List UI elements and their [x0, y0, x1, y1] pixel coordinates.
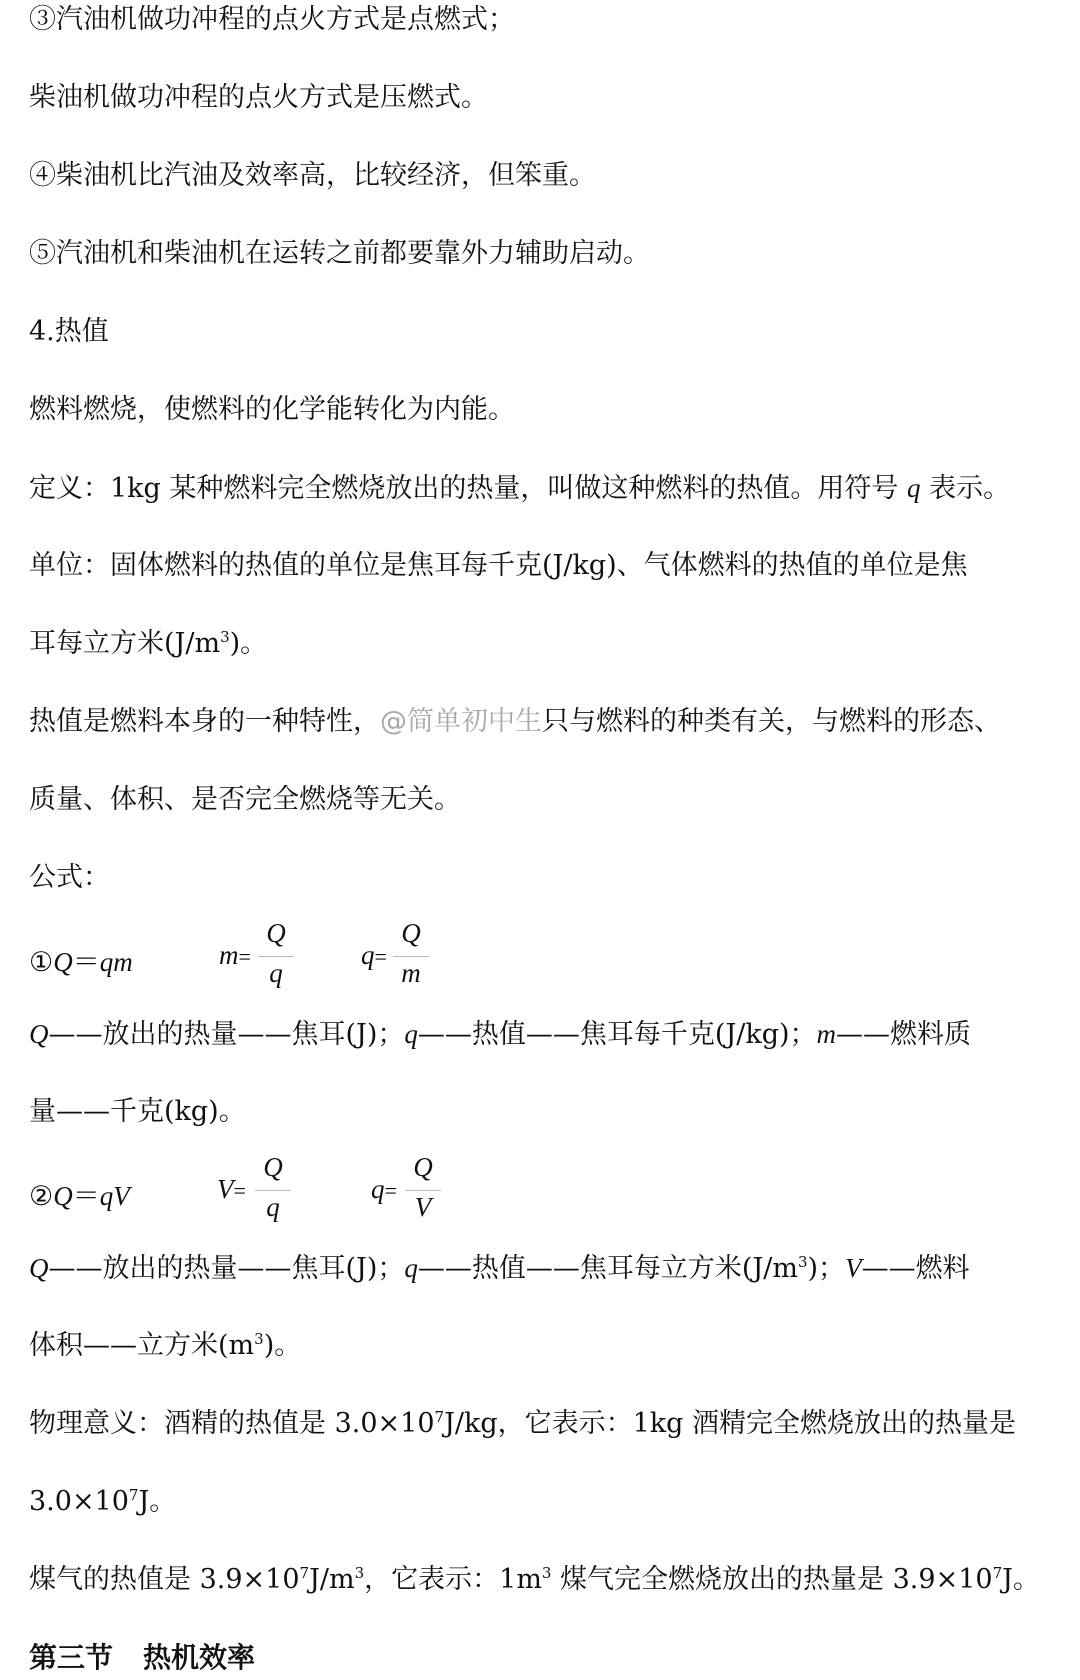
formula-row-2: [29, 1152, 1060, 1232]
var: m: [219, 940, 239, 970]
text: ，它表示：1m: [364, 1564, 542, 1595]
text: ——热值——焦耳每千克(J/kg)；: [417, 1019, 817, 1050]
text: )。: [229, 628, 268, 659]
text: 物理意义：酒精的热值是 3.0×10: [29, 1408, 435, 1439]
text: )。: [263, 1330, 302, 1361]
superscript: 7: [299, 1564, 310, 1582]
var-q: q: [404, 1019, 418, 1049]
text-line: ⑤汽油机和柴油机在运转之前都要靠外力辅助启动。: [29, 238, 650, 269]
formula-main: [29, 1174, 130, 1213]
formula-desc-1-cont: 量——千克(kg)。: [29, 1096, 246, 1127]
text: )；: [807, 1253, 846, 1284]
formula-label: 公式：: [29, 862, 110, 893]
property-line: [29, 704, 1060, 740]
equals: ＝: [72, 1181, 100, 1211]
fraction-bar: [258, 956, 294, 957]
superscript: 7: [434, 1408, 445, 1426]
text: J/m: [309, 1564, 355, 1595]
unit-line-cont: [29, 626, 1060, 662]
var: q: [371, 1174, 385, 1204]
denominator: V: [414, 1192, 432, 1222]
text: J/kg，它表示：1kg 酒精完全燃烧放出的热量是: [444, 1408, 1017, 1439]
text: 煤气完全燃烧放出的热量是 3.9×10: [551, 1564, 993, 1595]
definition-line: [29, 470, 1060, 507]
denominator: m: [401, 958, 421, 988]
var-qm: qm: [99, 947, 133, 977]
gas-heat-line: [29, 1562, 1060, 1598]
text: ——热值——焦耳每立方米(J/m: [417, 1253, 798, 1284]
text: 定义：1kg 某种燃料完全燃烧放出的热量，叫做这种燃料的热值。用符号: [29, 473, 907, 504]
var-Q: Q: [29, 1253, 49, 1283]
text: 热值是燃料本身的一种特性，: [29, 706, 380, 737]
watermark: @简单初中生: [380, 706, 542, 737]
circle-number: ②: [29, 1181, 54, 1211]
superscript: 3: [354, 1564, 365, 1582]
var: q: [361, 940, 375, 970]
fraction-lhs: [217, 1174, 246, 1205]
superscript: 3: [541, 1564, 552, 1582]
equals: =: [233, 1178, 246, 1203]
var: V: [217, 1174, 234, 1204]
equals: ＝: [72, 947, 100, 977]
equals: =: [238, 944, 251, 969]
formula-desc-2-cont: [29, 1328, 1060, 1364]
text: 体积——立方米(m: [29, 1330, 255, 1361]
section-number: 第三节: [29, 1641, 114, 1674]
superscript: 7: [992, 1564, 1003, 1582]
fraction-lhs: [371, 1174, 397, 1205]
text: J。: [1002, 1564, 1040, 1595]
text-line: ③汽油机做功冲程的点火方式是点燃式；: [29, 4, 515, 35]
var-m: m: [816, 1019, 837, 1049]
var-Q: Q: [29, 1019, 49, 1049]
text: J。: [138, 1486, 177, 1517]
var-Q: Q: [53, 1181, 73, 1211]
numerator: Q: [263, 1152, 283, 1182]
var-qV: qV: [99, 1181, 130, 1211]
circle-number: ①: [29, 947, 54, 977]
fraction-bar: [405, 1190, 441, 1191]
symbol-q: q: [907, 473, 921, 503]
text: ——燃料: [861, 1253, 970, 1284]
superscript: 7: [128, 1486, 139, 1504]
section-title: [29, 1640, 1060, 1676]
formula-row-1: [29, 918, 1060, 998]
var-q: q: [404, 1253, 418, 1283]
text: 3.0×10: [29, 1486, 129, 1517]
unit-line: 单位：固体燃料的热值的单位是焦耳每千克(J/kg)、气体燃料的热值的单位是焦: [29, 550, 968, 581]
text: 耳每立方米(J/m: [29, 628, 221, 659]
superscript: 3: [797, 1253, 808, 1271]
formula-main: [29, 940, 133, 979]
formula-desc-1: [29, 1016, 1060, 1053]
text-line: 柴油机做功冲程的点火方式是压燃式。: [29, 82, 488, 113]
superscript: 3: [254, 1330, 264, 1348]
text-line: ④柴油机比汽油及效率高，比较经济，但笨重。: [29, 160, 596, 191]
text: 煤气的热值是 3.9×10: [29, 1564, 300, 1595]
fraction-bar: [255, 1190, 291, 1191]
numerator: Q: [266, 918, 286, 948]
text: 只与燃料的种类有关，与燃料的形态、: [542, 706, 1001, 737]
denominator: q: [269, 958, 283, 988]
fraction-lhs: [219, 940, 251, 971]
text: 表示。: [920, 473, 1011, 504]
equals: =: [384, 1178, 397, 1203]
var-V: V: [845, 1253, 862, 1283]
section-name: 热机效率: [143, 1641, 256, 1674]
var-Q: Q: [53, 947, 73, 977]
meaning-line-cont: [29, 1484, 1060, 1520]
denominator: q: [266, 1192, 280, 1222]
fraction-lhs: [361, 940, 387, 971]
equals: =: [374, 944, 387, 969]
formula-desc-2: [29, 1250, 1060, 1287]
text: ——放出的热量——焦耳(J)；: [48, 1253, 405, 1284]
section-heading: 4.热值: [29, 316, 109, 347]
text-line: 燃料燃烧，使燃料的化学能转化为内能。: [29, 394, 515, 425]
numerator: Q: [401, 918, 421, 948]
text: ——燃料质: [836, 1019, 972, 1050]
superscript: 3: [220, 628, 230, 646]
meaning-line: [29, 1406, 1060, 1442]
fraction-bar: [393, 956, 429, 957]
numerator: Q: [413, 1152, 433, 1182]
text: ——放出的热量——焦耳(J)；: [48, 1019, 405, 1050]
text-line: 质量、体积、是否完全燃烧等无关。: [29, 784, 461, 815]
